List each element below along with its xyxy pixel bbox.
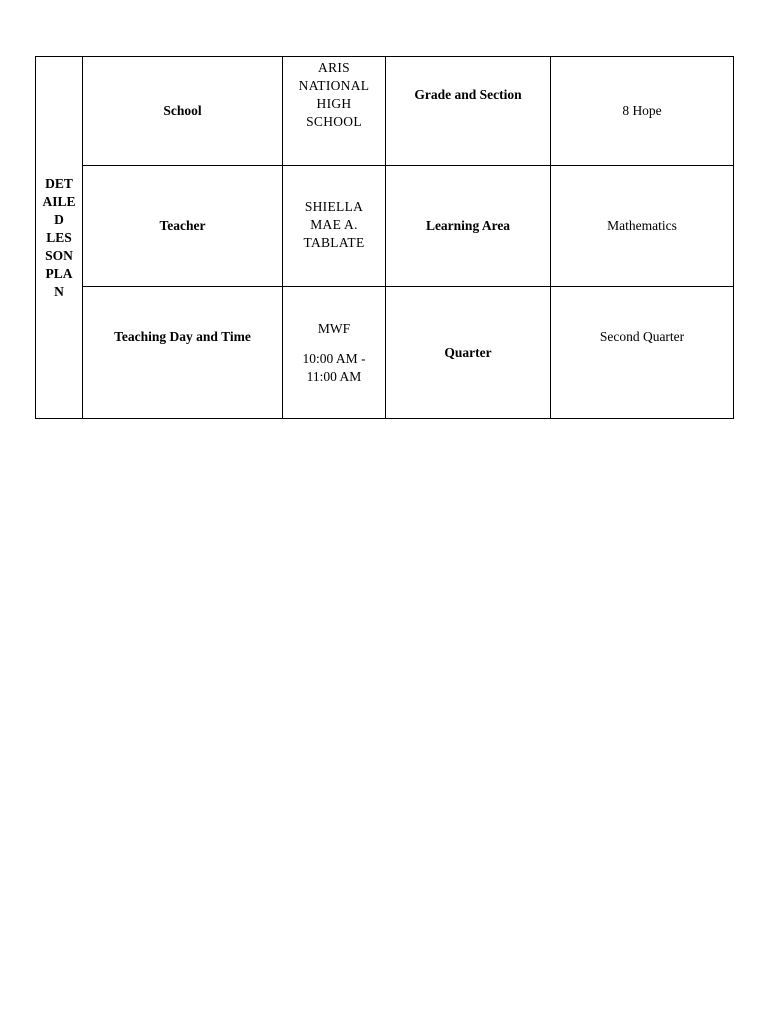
title-line: AILE: [42, 193, 76, 209]
teaching-days: MWF: [317, 320, 351, 336]
teaching-time-line: 10:00 AM -: [302, 350, 366, 366]
lesson-plan-header-table: [35, 56, 734, 419]
quarter-label: Quarter: [386, 287, 551, 419]
learning-area-value: Mathematics: [551, 166, 734, 287]
school-value-line: NATIONAL: [298, 78, 370, 93]
teacher-value: [283, 166, 386, 287]
title-line: LES: [46, 229, 72, 245]
teacher-value-line: TABLATE: [303, 235, 365, 250]
table-row-teacher: [36, 166, 734, 287]
teaching-day-time-label: Teaching Day and Time: [83, 287, 283, 419]
title-line: PLA: [45, 265, 73, 281]
school-value: [283, 57, 386, 166]
grade-section-value: 8 Hope: [551, 57, 734, 166]
title-line: N: [54, 283, 64, 299]
title-line: DET: [45, 175, 73, 191]
teaching-time-line: 11:00 AM: [306, 368, 362, 384]
document-title-cell: [36, 57, 83, 419]
school-label: School: [83, 57, 283, 166]
title-line: SON: [45, 247, 73, 263]
title-line: D: [54, 211, 64, 227]
quarter-value: Second Quarter: [551, 287, 734, 419]
school-value-line: SCHOOL: [306, 114, 362, 129]
school-value-line: HIGH: [316, 96, 352, 111]
learning-area-label: Learning Area: [386, 166, 551, 287]
teacher-label: Teacher: [83, 166, 283, 287]
teaching-day-time-value: [283, 287, 386, 419]
school-value-line: ARIS: [318, 60, 350, 75]
teacher-value-line: MAE A.: [310, 217, 358, 232]
table-row-school: [36, 57, 734, 166]
teacher-value-line: SHIELLA: [304, 199, 364, 214]
table-row-teaching-time: [36, 287, 734, 419]
grade-section-label: Grade and Section: [386, 57, 551, 166]
